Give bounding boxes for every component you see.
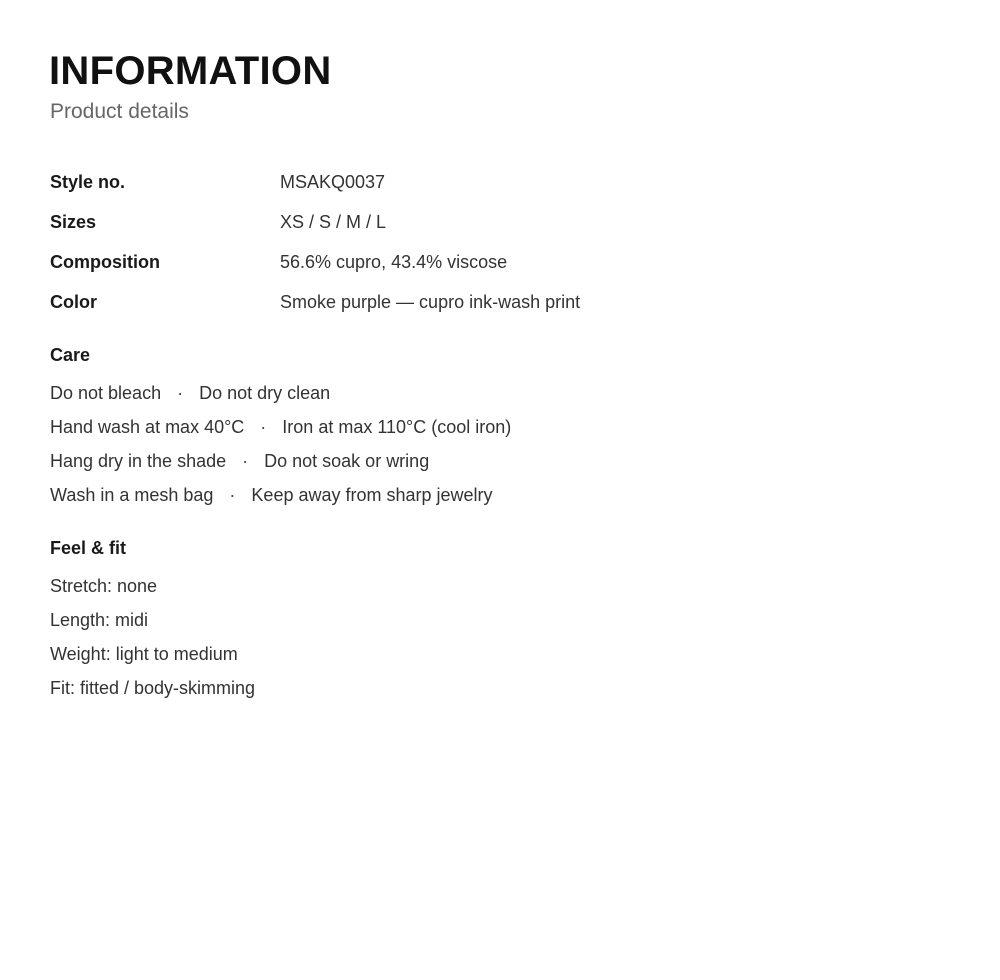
fit-line: Fit: fitted / body-skimming xyxy=(50,678,256,698)
care-instruction: Do not soak or wring xyxy=(264,451,430,471)
spec-value: 56.6% cupro, 43.4% viscose xyxy=(280,251,508,272)
spec-row-color xyxy=(50,282,950,322)
spec-row-sizes xyxy=(50,202,950,242)
care-instruction: Iron at max 110°C (cool iron) xyxy=(282,417,512,437)
spec-row-style-no xyxy=(50,162,950,202)
care-list xyxy=(50,383,950,519)
spec-label: Composition xyxy=(50,251,160,272)
spec-label: Style no. xyxy=(50,171,126,192)
spec-value: Smoke purple — cupro ink-wash print xyxy=(280,291,581,312)
page-title: INFORMATION xyxy=(49,49,332,93)
fit-line: Length: midi xyxy=(50,610,149,630)
care-heading: Care xyxy=(50,345,91,365)
separator-dot: · xyxy=(260,417,267,437)
care-instruction: Do not bleach xyxy=(50,383,162,403)
care-line xyxy=(50,383,950,417)
care-line xyxy=(50,451,950,485)
feel-fit-list xyxy=(50,576,950,712)
care-instruction: Hand wash at max 40°C xyxy=(50,417,245,437)
care-instruction: Do not dry clean xyxy=(199,383,331,403)
care-line xyxy=(50,485,950,519)
fit-line: Weight: light to medium xyxy=(50,644,238,664)
spec-label: Sizes xyxy=(50,211,97,232)
separator-dot: · xyxy=(242,451,249,471)
care-instruction: Wash in a mesh bag xyxy=(50,485,214,505)
spec-value: XS / S / M / L xyxy=(280,211,387,232)
spec-row-composition xyxy=(50,242,950,282)
separator-dot: · xyxy=(229,485,236,505)
care-instruction: Keep away from sharp jewelry xyxy=(251,485,493,505)
page-subtitle: Product details xyxy=(50,100,189,123)
spec-value: MSAKQ0037 xyxy=(280,171,386,192)
feel-fit-heading: Feel & fit xyxy=(50,538,127,558)
separator-dot: · xyxy=(177,383,184,403)
spec-table xyxy=(50,162,950,322)
fit-line: Stretch: none xyxy=(50,576,158,596)
spec-label: Color xyxy=(50,291,97,312)
care-instruction: Hang dry in the shade xyxy=(50,451,227,471)
care-line xyxy=(50,417,950,451)
